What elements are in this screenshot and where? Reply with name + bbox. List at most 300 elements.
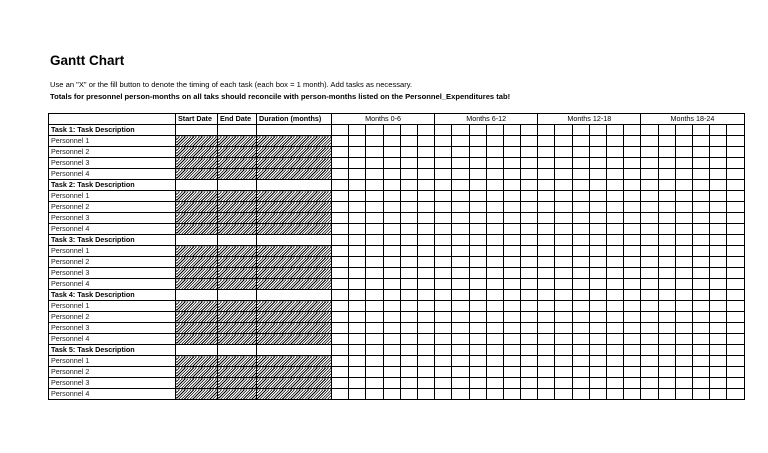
personnel-label[interactable]: Personnel 4 <box>49 389 176 400</box>
month-cell[interactable] <box>710 345 727 356</box>
month-cell[interactable] <box>572 158 589 169</box>
duration-hatched-cell[interactable] <box>257 356 332 367</box>
month-cell[interactable] <box>435 345 452 356</box>
month-cell[interactable] <box>383 169 400 180</box>
month-cell[interactable] <box>417 312 434 323</box>
month-cell[interactable] <box>675 389 692 400</box>
duration-cell[interactable] <box>257 180 332 191</box>
month-cell[interactable] <box>435 180 452 191</box>
personnel-label[interactable]: Personnel 3 <box>49 378 176 389</box>
end-date-hatched-cell[interactable] <box>218 213 257 224</box>
month-cell[interactable] <box>555 180 572 191</box>
month-cell[interactable] <box>641 279 658 290</box>
month-cell[interactable] <box>624 191 641 202</box>
month-cell[interactable] <box>710 378 727 389</box>
month-cell[interactable] <box>624 147 641 158</box>
duration-hatched-cell[interactable] <box>257 378 332 389</box>
end-date-hatched-cell[interactable] <box>218 389 257 400</box>
month-cell[interactable] <box>607 312 624 323</box>
month-cell[interactable] <box>452 136 469 147</box>
start-date-hatched-cell[interactable] <box>176 323 218 334</box>
month-cell[interactable] <box>400 246 417 257</box>
month-cell[interactable] <box>727 378 744 389</box>
month-cell[interactable] <box>486 202 503 213</box>
month-cell[interactable] <box>675 180 692 191</box>
month-cell[interactable] <box>572 378 589 389</box>
personnel-label[interactable]: Personnel 4 <box>49 169 176 180</box>
month-cell[interactable] <box>469 224 486 235</box>
end-date-hatched-cell[interactable] <box>218 169 257 180</box>
month-cell[interactable] <box>641 345 658 356</box>
month-cell[interactable] <box>503 389 520 400</box>
month-cell[interactable] <box>727 235 744 246</box>
month-cell[interactable] <box>469 268 486 279</box>
month-cell[interactable] <box>332 389 349 400</box>
month-cell[interactable] <box>366 378 383 389</box>
month-cell[interactable] <box>521 268 538 279</box>
month-cell[interactable] <box>675 147 692 158</box>
end-date-hatched-cell[interactable] <box>218 323 257 334</box>
month-cell[interactable] <box>624 136 641 147</box>
month-cell[interactable] <box>641 290 658 301</box>
month-cell[interactable] <box>658 257 675 268</box>
end-date-hatched-cell[interactable] <box>218 334 257 345</box>
month-cell[interactable] <box>727 169 744 180</box>
month-cell[interactable] <box>400 202 417 213</box>
month-cell[interactable] <box>383 279 400 290</box>
month-cell[interactable] <box>641 323 658 334</box>
month-cell[interactable] <box>452 323 469 334</box>
month-cell[interactable] <box>658 147 675 158</box>
month-cell[interactable] <box>589 147 606 158</box>
duration-hatched-cell[interactable] <box>257 158 332 169</box>
month-cell[interactable] <box>332 356 349 367</box>
month-cell[interactable] <box>624 367 641 378</box>
month-cell[interactable] <box>692 202 709 213</box>
month-cell[interactable] <box>400 136 417 147</box>
personnel-label[interactable]: Personnel 1 <box>49 191 176 202</box>
month-cell[interactable] <box>710 125 727 136</box>
month-cell[interactable] <box>727 257 744 268</box>
month-cell[interactable] <box>469 290 486 301</box>
month-cell[interactable] <box>607 378 624 389</box>
month-cell[interactable] <box>417 235 434 246</box>
month-cell[interactable] <box>675 125 692 136</box>
month-cell[interactable] <box>366 213 383 224</box>
month-cell[interactable] <box>452 191 469 202</box>
month-cell[interactable] <box>332 334 349 345</box>
month-cell[interactable] <box>503 356 520 367</box>
month-cell[interactable] <box>332 301 349 312</box>
month-cell[interactable] <box>452 268 469 279</box>
month-cell[interactable] <box>435 378 452 389</box>
month-cell[interactable] <box>607 224 624 235</box>
month-cell[interactable] <box>452 169 469 180</box>
month-cell[interactable] <box>589 389 606 400</box>
month-cell[interactable] <box>538 147 555 158</box>
start-date-hatched-cell[interactable] <box>176 378 218 389</box>
month-cell[interactable] <box>641 312 658 323</box>
task-label[interactable]: Task 5: Task Description <box>49 345 176 356</box>
duration-cell[interactable] <box>257 235 332 246</box>
month-cell[interactable] <box>332 345 349 356</box>
month-cell[interactable] <box>486 246 503 257</box>
month-cell[interactable] <box>435 290 452 301</box>
month-cell[interactable] <box>383 246 400 257</box>
month-cell[interactable] <box>555 136 572 147</box>
month-cell[interactable] <box>435 191 452 202</box>
month-cell[interactable] <box>469 301 486 312</box>
month-cell[interactable] <box>589 279 606 290</box>
month-cell[interactable] <box>538 268 555 279</box>
month-cell[interactable] <box>400 312 417 323</box>
start-date-hatched-cell[interactable] <box>176 301 218 312</box>
month-cell[interactable] <box>710 213 727 224</box>
month-cell[interactable] <box>452 235 469 246</box>
month-cell[interactable] <box>469 246 486 257</box>
start-date-hatched-cell[interactable] <box>176 224 218 235</box>
month-cell[interactable] <box>624 158 641 169</box>
month-cell[interactable] <box>727 180 744 191</box>
month-cell[interactable] <box>607 147 624 158</box>
month-cell[interactable] <box>349 257 366 268</box>
month-cell[interactable] <box>607 334 624 345</box>
month-cell[interactable] <box>624 125 641 136</box>
month-cell[interactable] <box>486 345 503 356</box>
month-cell[interactable] <box>710 257 727 268</box>
month-cell[interactable] <box>727 246 744 257</box>
month-cell[interactable] <box>727 125 744 136</box>
month-cell[interactable] <box>572 279 589 290</box>
month-cell[interactable] <box>521 290 538 301</box>
month-cell[interactable] <box>332 268 349 279</box>
month-cell[interactable] <box>555 147 572 158</box>
month-cell[interactable] <box>452 224 469 235</box>
duration-hatched-cell[interactable] <box>257 202 332 213</box>
end-date-hatched-cell[interactable] <box>218 356 257 367</box>
month-cell[interactable] <box>607 246 624 257</box>
month-cell[interactable] <box>692 268 709 279</box>
month-cell[interactable] <box>675 367 692 378</box>
month-cell[interactable] <box>417 389 434 400</box>
month-cell[interactable] <box>624 290 641 301</box>
start-date-hatched-cell[interactable] <box>176 268 218 279</box>
month-cell[interactable] <box>624 378 641 389</box>
month-cell[interactable] <box>607 301 624 312</box>
month-cell[interactable] <box>538 257 555 268</box>
month-cell[interactable] <box>366 279 383 290</box>
month-cell[interactable] <box>503 235 520 246</box>
month-cell[interactable] <box>383 323 400 334</box>
end-date-hatched-cell[interactable] <box>218 191 257 202</box>
month-cell[interactable] <box>641 191 658 202</box>
month-cell[interactable] <box>658 279 675 290</box>
month-cell[interactable] <box>417 169 434 180</box>
month-cell[interactable] <box>349 323 366 334</box>
task-label[interactable]: Task 2: Task Description <box>49 180 176 191</box>
month-cell[interactable] <box>607 125 624 136</box>
month-cell[interactable] <box>469 389 486 400</box>
month-cell[interactable] <box>486 180 503 191</box>
month-cell[interactable] <box>383 312 400 323</box>
start-date-hatched-cell[interactable] <box>176 367 218 378</box>
month-cell[interactable] <box>624 235 641 246</box>
month-cell[interactable] <box>349 389 366 400</box>
month-cell[interactable] <box>658 323 675 334</box>
start-date-hatched-cell[interactable] <box>176 136 218 147</box>
start-date-hatched-cell[interactable] <box>176 312 218 323</box>
month-cell[interactable] <box>366 169 383 180</box>
month-cell[interactable] <box>435 323 452 334</box>
end-date-cell[interactable] <box>218 125 257 136</box>
month-cell[interactable] <box>486 268 503 279</box>
month-cell[interactable] <box>589 356 606 367</box>
month-cell[interactable] <box>555 268 572 279</box>
month-cell[interactable] <box>692 147 709 158</box>
start-date-hatched-cell[interactable] <box>176 334 218 345</box>
month-cell[interactable] <box>332 202 349 213</box>
month-cell[interactable] <box>417 378 434 389</box>
task-label[interactable]: Task 1: Task Description <box>49 125 176 136</box>
month-cell[interactable] <box>727 323 744 334</box>
month-cell[interactable] <box>435 334 452 345</box>
month-cell[interactable] <box>349 367 366 378</box>
month-cell[interactable] <box>521 136 538 147</box>
end-date-hatched-cell[interactable] <box>218 147 257 158</box>
month-cell[interactable] <box>469 147 486 158</box>
month-cell[interactable] <box>555 213 572 224</box>
month-cell[interactable] <box>675 257 692 268</box>
month-cell[interactable] <box>349 279 366 290</box>
month-cell[interactable] <box>452 257 469 268</box>
month-cell[interactable] <box>607 136 624 147</box>
month-cell[interactable] <box>572 125 589 136</box>
month-cell[interactable] <box>589 246 606 257</box>
end-date-hatched-cell[interactable] <box>218 136 257 147</box>
month-cell[interactable] <box>607 169 624 180</box>
month-cell[interactable] <box>383 367 400 378</box>
month-cell[interactable] <box>727 290 744 301</box>
month-cell[interactable] <box>692 180 709 191</box>
month-cell[interactable] <box>589 213 606 224</box>
month-cell[interactable] <box>417 323 434 334</box>
start-date-cell[interactable] <box>176 345 218 356</box>
month-cell[interactable] <box>366 301 383 312</box>
month-cell[interactable] <box>589 301 606 312</box>
month-cell[interactable] <box>503 378 520 389</box>
month-cell[interactable] <box>624 389 641 400</box>
month-cell[interactable] <box>349 147 366 158</box>
month-cell[interactable] <box>555 356 572 367</box>
month-cell[interactable] <box>692 125 709 136</box>
month-cell[interactable] <box>538 301 555 312</box>
month-cell[interactable] <box>675 158 692 169</box>
month-cell[interactable] <box>538 312 555 323</box>
month-cell[interactable] <box>641 367 658 378</box>
month-cell[interactable] <box>469 279 486 290</box>
month-cell[interactable] <box>486 378 503 389</box>
duration-hatched-cell[interactable] <box>257 334 332 345</box>
month-cell[interactable] <box>589 136 606 147</box>
month-cell[interactable] <box>641 356 658 367</box>
month-cell[interactable] <box>521 246 538 257</box>
end-date-hatched-cell[interactable] <box>218 246 257 257</box>
month-cell[interactable] <box>658 367 675 378</box>
month-cell[interactable] <box>486 136 503 147</box>
month-cell[interactable] <box>366 246 383 257</box>
month-cell[interactable] <box>486 224 503 235</box>
month-cell[interactable] <box>727 356 744 367</box>
month-cell[interactable] <box>692 334 709 345</box>
month-cell[interactable] <box>538 356 555 367</box>
end-date-hatched-cell[interactable] <box>218 279 257 290</box>
month-cell[interactable] <box>538 158 555 169</box>
end-date-hatched-cell[interactable] <box>218 268 257 279</box>
personnel-label[interactable]: Personnel 2 <box>49 367 176 378</box>
month-cell[interactable] <box>452 180 469 191</box>
month-cell[interactable] <box>589 180 606 191</box>
month-cell[interactable] <box>486 367 503 378</box>
month-cell[interactable] <box>503 169 520 180</box>
month-cell[interactable] <box>589 290 606 301</box>
month-cell[interactable] <box>435 169 452 180</box>
month-cell[interactable] <box>435 268 452 279</box>
duration-hatched-cell[interactable] <box>257 213 332 224</box>
month-cell[interactable] <box>538 378 555 389</box>
month-cell[interactable] <box>589 169 606 180</box>
month-cell[interactable] <box>641 213 658 224</box>
month-cell[interactable] <box>383 389 400 400</box>
month-cell[interactable] <box>503 136 520 147</box>
month-cell[interactable] <box>572 191 589 202</box>
month-cell[interactable] <box>675 246 692 257</box>
personnel-label[interactable]: Personnel 3 <box>49 323 176 334</box>
personnel-label[interactable]: Personnel 3 <box>49 158 176 169</box>
month-cell[interactable] <box>332 378 349 389</box>
month-cell[interactable] <box>400 147 417 158</box>
month-cell[interactable] <box>366 158 383 169</box>
month-cell[interactable] <box>452 290 469 301</box>
month-cell[interactable] <box>641 136 658 147</box>
end-date-cell[interactable] <box>218 290 257 301</box>
month-cell[interactable] <box>417 268 434 279</box>
month-cell[interactable] <box>503 367 520 378</box>
month-cell[interactable] <box>400 334 417 345</box>
end-date-hatched-cell[interactable] <box>218 312 257 323</box>
month-cell[interactable] <box>452 345 469 356</box>
personnel-label[interactable]: Personnel 1 <box>49 136 176 147</box>
month-cell[interactable] <box>503 323 520 334</box>
month-cell[interactable] <box>503 345 520 356</box>
month-cell[interactable] <box>675 356 692 367</box>
month-cell[interactable] <box>417 246 434 257</box>
month-cell[interactable] <box>332 136 349 147</box>
month-cell[interactable] <box>624 301 641 312</box>
month-cell[interactable] <box>503 213 520 224</box>
month-cell[interactable] <box>417 224 434 235</box>
month-cell[interactable] <box>710 246 727 257</box>
month-cell[interactable] <box>538 389 555 400</box>
month-cell[interactable] <box>417 180 434 191</box>
month-cell[interactable] <box>400 290 417 301</box>
month-cell[interactable] <box>469 323 486 334</box>
month-cell[interactable] <box>383 235 400 246</box>
month-cell[interactable] <box>332 367 349 378</box>
month-cell[interactable] <box>417 202 434 213</box>
month-cell[interactable] <box>624 334 641 345</box>
duration-hatched-cell[interactable] <box>257 312 332 323</box>
month-cell[interactable] <box>624 268 641 279</box>
month-cell[interactable] <box>727 367 744 378</box>
month-cell[interactable] <box>400 158 417 169</box>
month-cell[interactable] <box>469 257 486 268</box>
duration-hatched-cell[interactable] <box>257 301 332 312</box>
start-date-cell[interactable] <box>176 290 218 301</box>
month-cell[interactable] <box>658 356 675 367</box>
start-date-cell[interactable] <box>176 180 218 191</box>
month-cell[interactable] <box>607 235 624 246</box>
month-cell[interactable] <box>727 147 744 158</box>
month-cell[interactable] <box>521 158 538 169</box>
month-cell[interactable] <box>710 180 727 191</box>
month-cell[interactable] <box>641 158 658 169</box>
month-cell[interactable] <box>572 213 589 224</box>
month-cell[interactable] <box>555 389 572 400</box>
month-cell[interactable] <box>400 301 417 312</box>
month-cell[interactable] <box>692 312 709 323</box>
duration-hatched-cell[interactable] <box>257 136 332 147</box>
month-cell[interactable] <box>538 367 555 378</box>
month-cell[interactable] <box>503 257 520 268</box>
month-cell[interactable] <box>555 202 572 213</box>
month-cell[interactable] <box>486 301 503 312</box>
month-cell[interactable] <box>469 191 486 202</box>
month-cell[interactable] <box>383 301 400 312</box>
month-cell[interactable] <box>727 158 744 169</box>
month-cell[interactable] <box>400 268 417 279</box>
month-cell[interactable] <box>710 301 727 312</box>
month-cell[interactable] <box>349 334 366 345</box>
month-cell[interactable] <box>572 202 589 213</box>
month-cell[interactable] <box>692 235 709 246</box>
month-cell[interactable] <box>572 268 589 279</box>
month-cell[interactable] <box>727 279 744 290</box>
month-cell[interactable] <box>692 301 709 312</box>
month-cell[interactable] <box>349 378 366 389</box>
month-cell[interactable] <box>589 268 606 279</box>
month-cell[interactable] <box>710 147 727 158</box>
month-cell[interactable] <box>349 301 366 312</box>
month-cell[interactable] <box>692 378 709 389</box>
month-cell[interactable] <box>435 301 452 312</box>
month-cell[interactable] <box>589 345 606 356</box>
month-cell[interactable] <box>383 257 400 268</box>
month-cell[interactable] <box>349 312 366 323</box>
month-cell[interactable] <box>641 125 658 136</box>
month-cell[interactable] <box>417 257 434 268</box>
month-cell[interactable] <box>452 158 469 169</box>
month-cell[interactable] <box>555 169 572 180</box>
month-cell[interactable] <box>469 356 486 367</box>
end-date-hatched-cell[interactable] <box>218 378 257 389</box>
start-date-hatched-cell[interactable] <box>176 246 218 257</box>
month-cell[interactable] <box>332 158 349 169</box>
month-cell[interactable] <box>710 356 727 367</box>
month-cell[interactable] <box>417 158 434 169</box>
month-cell[interactable] <box>658 301 675 312</box>
duration-cell[interactable] <box>257 290 332 301</box>
month-cell[interactable] <box>366 191 383 202</box>
